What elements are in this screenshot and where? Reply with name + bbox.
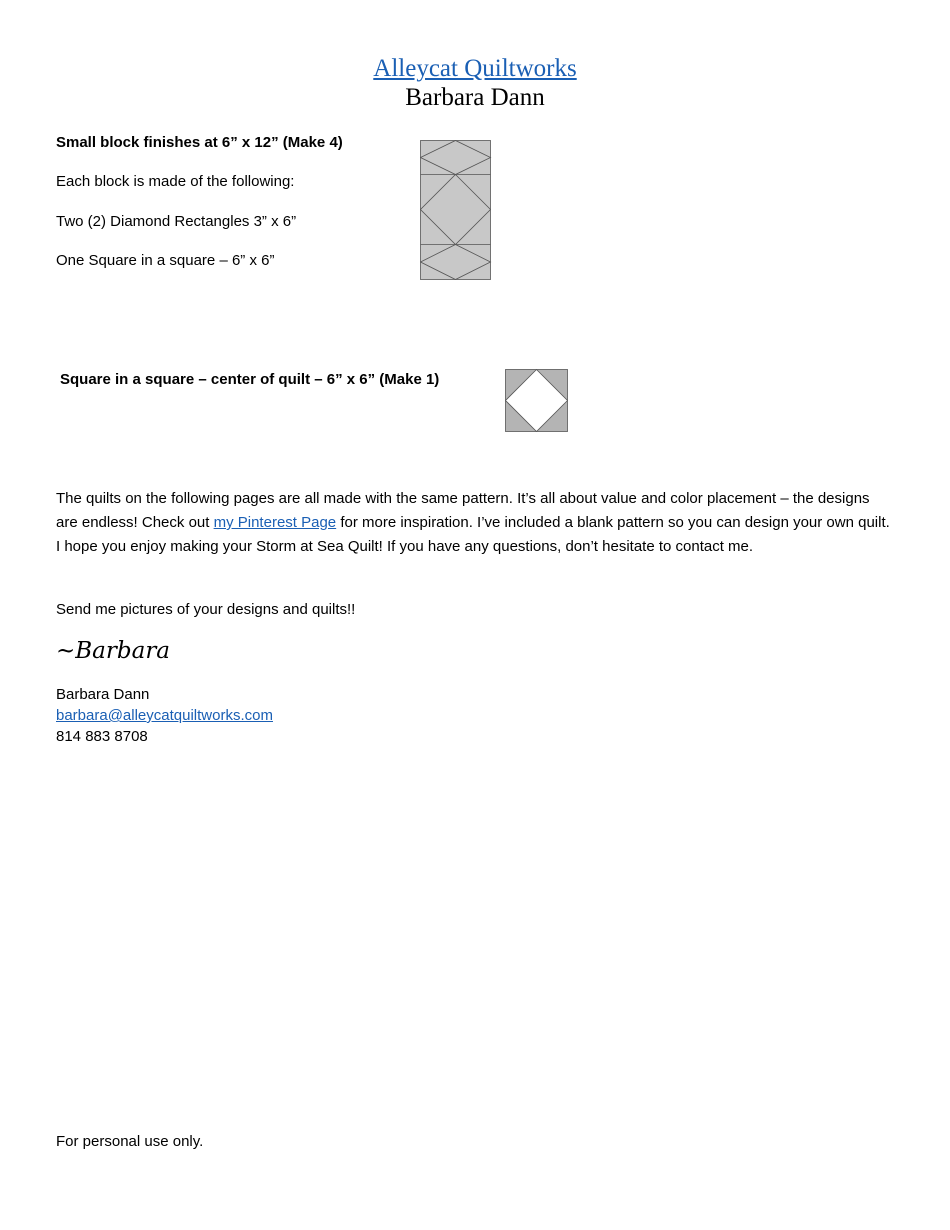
small-block-shapes bbox=[421, 141, 491, 280]
description-paragraph bbox=[56, 487, 894, 559]
contact-block bbox=[56, 684, 273, 747]
small-block-diagram bbox=[420, 140, 492, 281]
small-block-intro: Each block is made of the following: bbox=[56, 173, 295, 190]
small-block-title: Small block finishes at 6” x 12” (Make 4) bbox=[56, 134, 343, 151]
description-text-before-link: The quilts on the following pages are all made with the same pattern. It’s all about value and color placement – the designs are endless! Check out bbox=[56, 490, 870, 531]
contact-email-link[interactable]: barbara@alleycatquiltworks.com bbox=[56, 707, 273, 724]
author-name: Barbara Dann bbox=[405, 84, 545, 111]
company-link[interactable]: Alleycat Quiltworks bbox=[373, 55, 577, 82]
contact-name: Barbara Dann bbox=[56, 686, 150, 703]
small-block-item-diamond-rectangles: Two (2) Diamond Rectangles 3” x 6” bbox=[56, 213, 297, 230]
page-header bbox=[0, 54, 950, 112]
send-pictures-text: Send me pictures of your designs and quilts!! bbox=[56, 601, 356, 618]
description-text-after-link: for more inspiration. I’ve included a blank pattern so you can design your own quilt. I hope you enjoy making your Storm at Sea Quilt! If you have any questions, don’t hesitate to contact me. bbox=[56, 514, 890, 555]
contact-phone: 814 883 8708 bbox=[56, 728, 148, 745]
signature: ~Barbara bbox=[56, 638, 171, 664]
small-block-background bbox=[421, 141, 491, 280]
center-block-title: Square in a square – center of quilt – 6” x 6” (Make 1) bbox=[60, 371, 440, 388]
center-block-diagram bbox=[505, 369, 569, 433]
pinterest-link[interactable]: my Pinterest Page bbox=[213, 514, 337, 531]
footer-note: For personal use only. bbox=[56, 1133, 204, 1150]
small-block-item-square-in-square: One Square in a square – 6” x 6” bbox=[56, 252, 275, 269]
